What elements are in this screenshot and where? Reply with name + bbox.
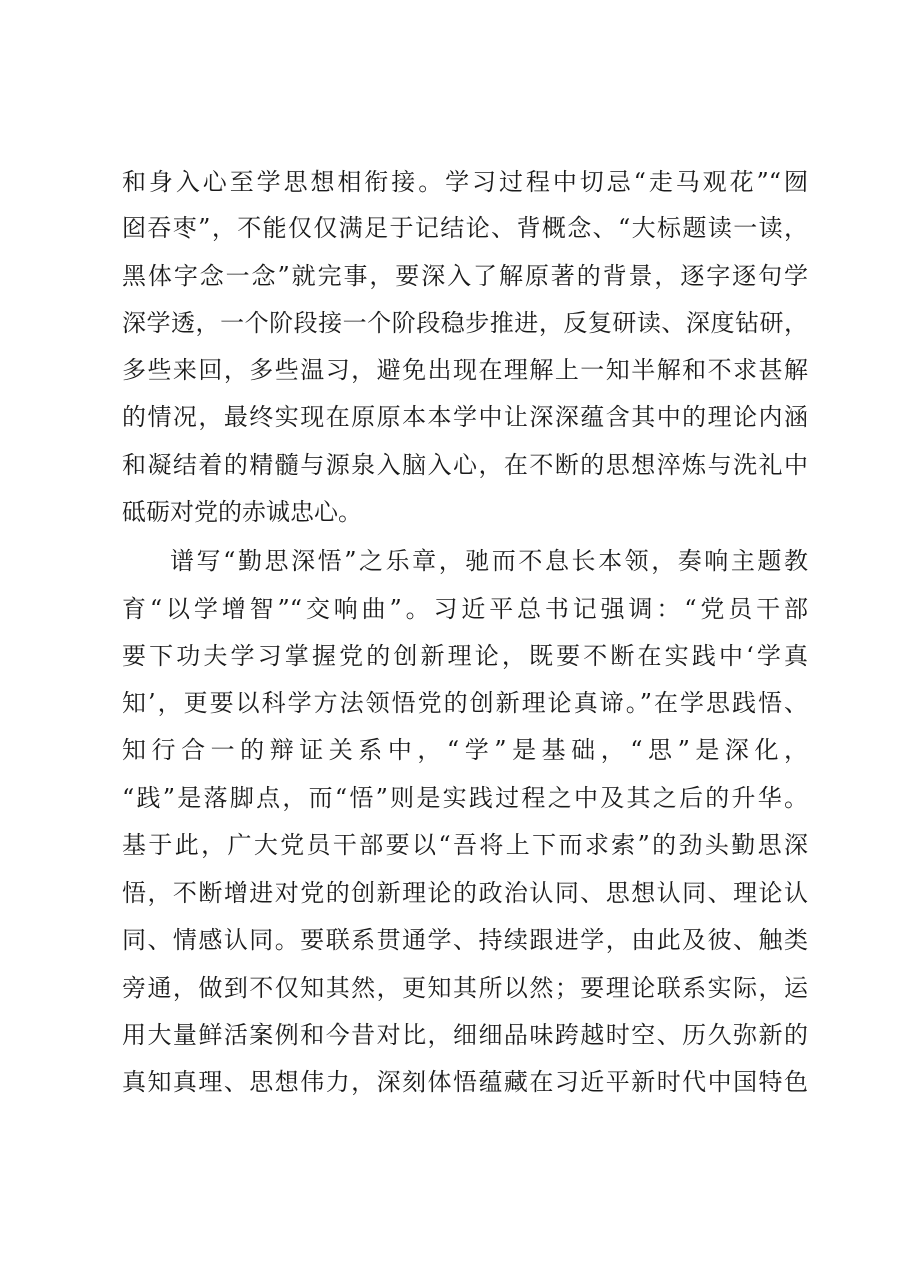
text-line: 同、情感认同。要联系贯通学、持续跟进学，由此及彼、触类: [122, 926, 808, 954]
text-line: 知行合一的辩证关系中，“学”是基础，“思”是深化，: [122, 736, 808, 764]
text-line: 育“以学增智”“交响曲”。习近平总书记强调：“党员干部: [122, 595, 808, 623]
text-line: 知’，更要以科学方法领悟党的创新理论真谛。”在学思践悟、: [122, 689, 808, 717]
text-line: 的情况，最终实现在原原本本学中让深深蕴含其中的理论内涵: [122, 403, 808, 431]
text-line: 和身入心至学思想相衔接。学习过程中切忌“走马观花”“囫: [122, 168, 808, 196]
text-line: 黑体字念一念”就完事，要深入了解原著的背景，逐字逐句学: [122, 262, 808, 290]
paragraph-first-line: 谱写“勤思深悟”之乐章，驰而不息长本领，奏响主题教: [170, 547, 808, 575]
text-line: 悟，不断增进对党的创新理论的政治认同、思想认同、理论认: [122, 879, 808, 907]
text-line: 旁通，做到不仅知其然，更知其所以然；要理论联系实际，运: [122, 974, 808, 1002]
text-line: “践”是落脚点，而“悟”则是实践过程之中及其之后的升华。: [122, 784, 808, 812]
text-line: 真知真理、思想伟力，深刻体悟蕴藏在习近平新时代中国特色: [122, 1068, 808, 1096]
paragraph-end-line: 砥砺对党的赤诚忠心。: [122, 498, 362, 526]
text-line: 和凝结着的精髓与源泉入脑入心，在不断的思想淬炼与洗礼中: [122, 451, 808, 479]
text-line: 基于此，广大党员干部要以“吾将上下而求索”的劲头勤思深: [122, 831, 808, 859]
text-line: 囵吞枣”，不能仅仅满足于记结论、背概念、“大标题读一读，: [122, 214, 808, 242]
text-line: 要下功夫学习掌握党的创新理论，既要不断在实践中‘学真: [122, 642, 808, 670]
text-line: 多些来回，多些温习，避免出现在理解上一知半解和不求甚解: [122, 356, 808, 384]
text-line: 深学透，一个阶段接一个阶段稳步推进，反复研读、深度钻研，: [122, 309, 808, 337]
text-line: 用大量鲜活案例和今昔对比，细细品味跨越时空、历久弥新的: [122, 1021, 808, 1049]
